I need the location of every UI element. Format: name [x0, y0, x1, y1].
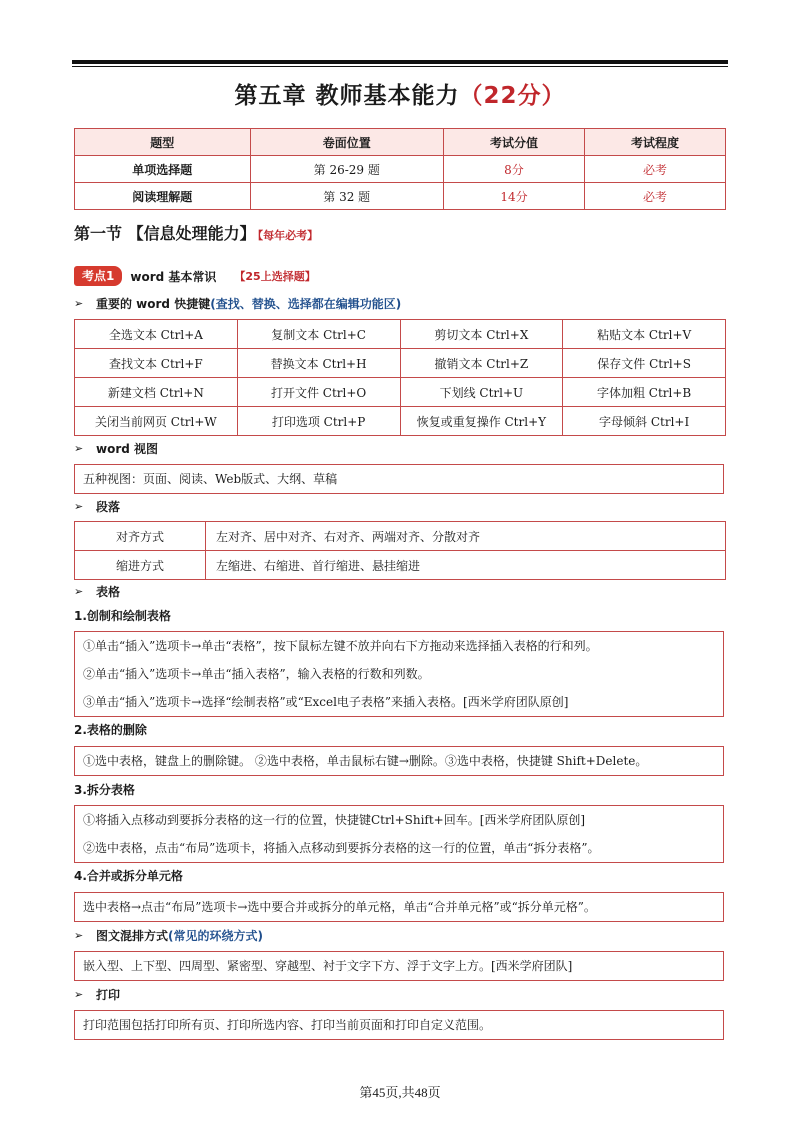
arrow-bullet-icon: ➢: [74, 585, 84, 598]
shortcut-cell: 剪切文本 Ctrl+X: [400, 320, 563, 349]
print-box: [74, 1010, 724, 1040]
view-text: 五种视图：页面、阅读、Web版式、大纲、草稿: [83, 472, 338, 486]
table-row: [75, 378, 726, 407]
kaodian-line: [74, 266, 316, 286]
table-row: [75, 320, 726, 349]
table-row: [75, 407, 726, 436]
print-heading-text: 打印: [96, 988, 121, 1002]
table-row: [75, 522, 726, 551]
paragraph-table: [74, 521, 726, 580]
arrow-bullet-icon: ➢: [74, 297, 84, 310]
print-text: 打印范围包括打印所有页、打印所选内容、打印当前页面和打印自定义范围。: [83, 1018, 492, 1032]
table-row: [75, 183, 726, 210]
table-row: [75, 349, 726, 378]
table-cell: 14分: [443, 183, 584, 210]
paragraph-key: 对齐方式: [75, 522, 206, 551]
section-title-text: 第一节 【信息处理能力】: [74, 224, 256, 243]
list-item: ①单击“插入”选项卡→单击“表格”，按下鼠标左键不放并向右下方拖动来选择插入表格的行和列。: [83, 639, 598, 653]
split-table-title: 3.拆分表格: [74, 783, 135, 797]
shortcuts-note: (查找、替换、选择都在编辑功能区): [210, 297, 402, 311]
delete-table-box: [74, 746, 724, 776]
shortcut-cell: 关闭当前网页 Ctrl+W: [75, 407, 238, 436]
kaodian-text: word 基本常识: [130, 269, 217, 284]
merge-cells-title: 4.合并或拆分单元格: [74, 869, 183, 883]
score-table-header: [75, 129, 726, 156]
view-heading-text: word 视图: [96, 442, 159, 456]
split-table-box: [74, 805, 724, 863]
shortcut-table: [74, 319, 726, 436]
list-item: 选中表格→点击“布局”选项卡→选中要合并或拆分的单元格，单击“合并单元格”或“拆分单元格”。: [83, 900, 596, 914]
wrap-heading: [74, 926, 263, 946]
paragraph-heading: [74, 497, 120, 517]
shortcut-cell: 打开文件 Ctrl+O: [237, 378, 400, 407]
paragraph-key: 缩进方式: [75, 551, 206, 580]
shortcut-cell: 替换文本 Ctrl+H: [237, 349, 400, 378]
paragraph-heading-text: 段落: [96, 500, 121, 514]
table-cell: 8分: [443, 156, 584, 183]
table-cell: 阅读理解题: [75, 183, 251, 210]
table-row: [75, 551, 726, 580]
table-cell: 单项选择题: [75, 156, 251, 183]
section-tag: 【每年必考】: [257, 229, 319, 242]
header-cell: 考试分值: [443, 129, 584, 156]
print-heading: [74, 985, 120, 1005]
table-cell: 第 32 题: [250, 183, 443, 210]
arrow-bullet-icon: ➢: [74, 500, 84, 513]
list-item: ①选中表格，键盘上的删除键。 ②选中表格，单击鼠标右键→删除。③选中表格，快捷键 Shift+Delete。: [83, 754, 648, 768]
view-box: [74, 464, 724, 494]
wrap-text: 嵌入型、上下型、四周型、紧密型、穿越型、衬于文字下方、浮于文字上方。[西米学府团队]: [83, 959, 573, 973]
list-item: ②单击“插入”选项卡→单击“插入表格”，输入表格的行数和列数。: [83, 667, 430, 681]
shortcut-cell: 查找文本 Ctrl+F: [75, 349, 238, 378]
create-table-title: 1.创制和绘制表格: [74, 609, 171, 623]
table-cell: 必考: [584, 156, 725, 183]
header-cell: 考试程度: [584, 129, 725, 156]
page-footer: 第45页,共48页: [359, 1085, 441, 1100]
shortcut-cell: 复制文本 Ctrl+C: [237, 320, 400, 349]
wrap-note: (常见的环绕方式): [168, 929, 263, 943]
paragraph-value: 左对齐、居中对齐、右对齐、两端对齐、分散对齐: [206, 522, 726, 551]
list-item: ③单击“插入”选项卡→选择“绘制表格”或“Excel电子表格”来插入表格。[西米学府团队原创]: [83, 695, 569, 709]
shortcut-cell: 撤销文本 Ctrl+Z: [400, 349, 563, 378]
shortcut-cell: 字母倾斜 Ctrl+I: [563, 407, 726, 436]
view-heading: [74, 439, 158, 459]
shortcuts-heading-text: 重要的 word 快捷键: [96, 297, 211, 311]
kaodian-tag: 【25上选择题】: [234, 270, 316, 283]
shortcut-cell: 粘贴文本 Ctrl+V: [563, 320, 726, 349]
shortcut-cell: 恢复或重复操作 Ctrl+Y: [400, 407, 563, 436]
merge-cells-box: [74, 892, 724, 922]
table-cell: 第 26-29 题: [250, 156, 443, 183]
wrap-heading-text: 图文混排方式: [96, 929, 169, 943]
chapter-title: [72, 78, 728, 114]
section-title: [74, 222, 318, 248]
kaodian-badge: 考点1: [74, 266, 122, 286]
list-item: ②选中表格，点击“布局”选项卡，将插入点移动到要拆分表格的这一行的位置，单击“拆分表格”。: [83, 841, 600, 855]
shortcut-cell: 保存文件 Ctrl+S: [563, 349, 726, 378]
delete-table-title: 2.表格的删除: [74, 723, 147, 737]
top-rule-thick: [72, 60, 728, 64]
shortcut-cell: 打印选项 Ctrl+P: [237, 407, 400, 436]
shortcut-cell: 全选文本 Ctrl+A: [75, 320, 238, 349]
score-table: [74, 128, 726, 210]
wrap-box: [74, 951, 724, 981]
table-row: [75, 156, 726, 183]
chapter-title-text: 第五章 教师基本能力: [234, 83, 460, 109]
shortcut-cell: 下划线 Ctrl+U: [400, 378, 563, 407]
list-item: ①将插入点移动到要拆分表格的这一行的位置，快捷键Ctrl+Shift+回车。[西米学府团队原创]: [83, 813, 586, 827]
table-heading-text: 表格: [96, 585, 121, 599]
table-cell: 必考: [584, 183, 725, 210]
arrow-bullet-icon: ➢: [74, 442, 84, 455]
top-rule-thin: [72, 66, 728, 67]
table-heading: [74, 582, 120, 602]
shortcuts-heading: [74, 294, 401, 314]
header-cell: 卷面位置: [250, 129, 443, 156]
shortcut-cell: 新建文档 Ctrl+N: [75, 378, 238, 407]
paragraph-value: 左缩进、右缩进、首行缩进、悬挂缩进: [206, 551, 726, 580]
shortcut-cell: 字体加粗 Ctrl+B: [563, 378, 726, 407]
arrow-bullet-icon: ➢: [74, 988, 84, 1001]
header-cell: 题型: [75, 129, 251, 156]
chapter-score: （22分）: [459, 83, 566, 109]
arrow-bullet-icon: ➢: [74, 929, 84, 942]
create-table-box: [74, 631, 724, 717]
